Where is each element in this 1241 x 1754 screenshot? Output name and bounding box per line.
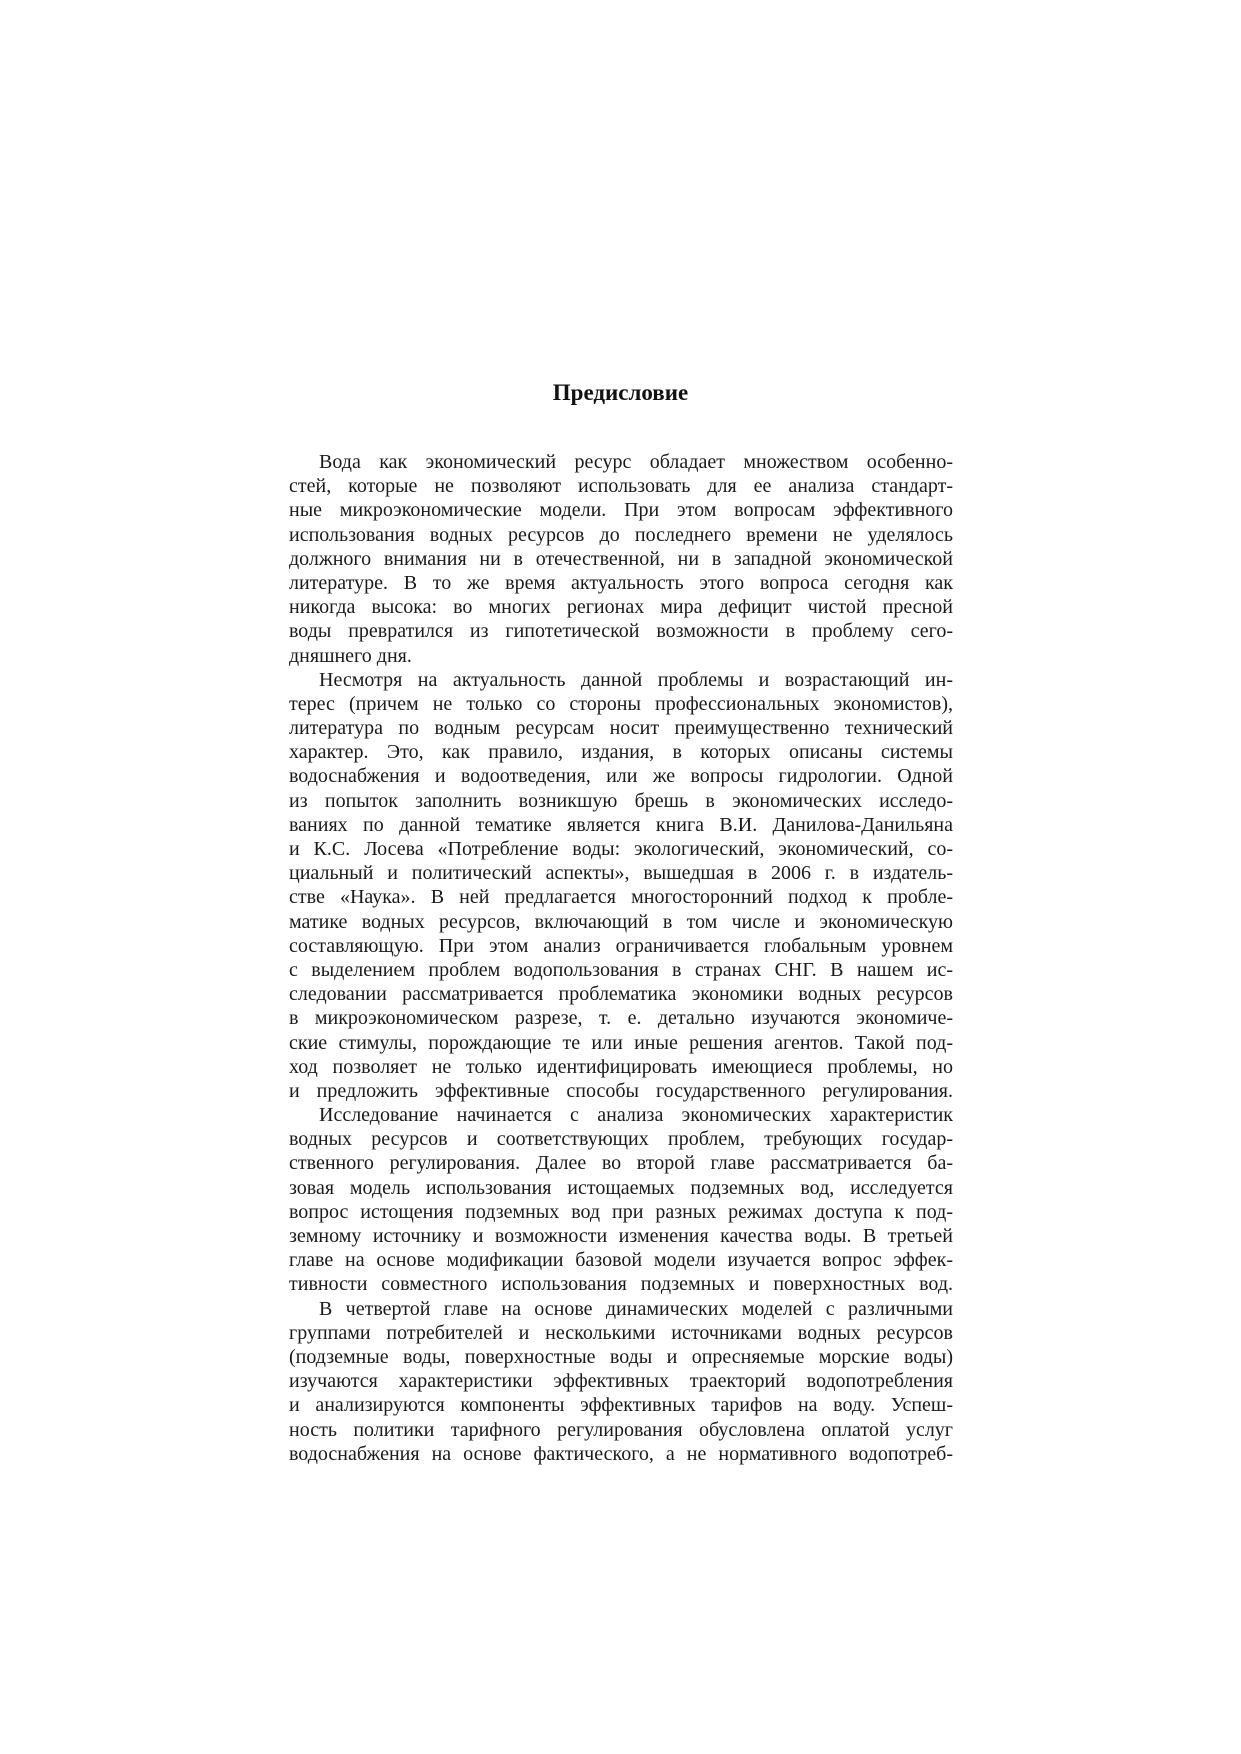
text-line: следовании рассматривается проблематика экономики водных ресурсов bbox=[289, 983, 953, 1006]
text-line: и предложить эффективные способы государственного регулирования. bbox=[289, 1079, 953, 1102]
text-line: никогда высока: во многих регионах мира дефицит чистой пресной bbox=[289, 596, 953, 619]
text-line: ские стимулы, порождающие те или иные решения агентов. Такой под- bbox=[289, 1031, 953, 1054]
text-line: ход позволяет не только идентифицировать имеющиеся проблемы, но bbox=[289, 1055, 953, 1078]
text-line: водоснабжения на основе фактического, а не нормативного водопотреб- bbox=[289, 1442, 953, 1465]
text-line: Исследование начинается с анализа экономических характеристик bbox=[319, 1104, 953, 1127]
text-line: литература по водным ресурсам носит преимущественно технический bbox=[289, 717, 953, 740]
text-line: земному источнику и возможности изменения качества воды. В третьей bbox=[289, 1225, 953, 1247]
text-line: характер. Это, как правило, издания, в которых описаны системы bbox=[289, 741, 953, 764]
text-line: и анализируются компоненты эффективных тарифов на воду. Успеш- bbox=[289, 1394, 953, 1417]
text-line: стве «Наука». В ней предлагается многосторонний подход к пробле- bbox=[289, 886, 953, 909]
text-line: с выделением проблем водопользования в странах СНГ. В нашем ис- bbox=[289, 958, 953, 981]
text-line: ваниях по данной тематике является книга В.И. Данилова-Данильяна bbox=[289, 813, 953, 836]
text-line: литературе. В то же время актуальность этого вопроса сегодня как bbox=[289, 571, 953, 594]
text-line: и К.С. Лосева «Потребление воды: экологический, экономический, со- bbox=[289, 838, 953, 860]
text-line: Несмотря на актуальность данной проблемы и возрастающий ин- bbox=[319, 668, 953, 691]
text-line: тивности совместного использования подземных и поверхностных вод. bbox=[289, 1273, 953, 1296]
text-line: составляющую. При этом анализ ограничивается глобальным уровнем bbox=[289, 934, 953, 957]
text-line: использования водных ресурсов до последнего времени не уделялось bbox=[289, 523, 953, 546]
text-line: изучаются характеристики эффективных траекторий водопотребления bbox=[289, 1370, 953, 1393]
text-line: зовая модель использования истощаемых подземных вод, исследуется bbox=[289, 1176, 953, 1199]
text-line: должного внимания ни в отечественной, ни в западной экономической bbox=[289, 547, 953, 570]
text-line: дняшнего дня. bbox=[289, 644, 412, 667]
paragraph bbox=[289, 668, 953, 1103]
text-line: (подземные воды, поверхностные воды и опресняемые морские воды) bbox=[289, 1345, 953, 1368]
text-line: В четвертой главе на основе динамических моделей с различными bbox=[319, 1297, 953, 1320]
text-line: стей, которые не позволяют использовать для ее анализа стандарт- bbox=[289, 475, 953, 498]
text-line: главе на основе модификации базовой модели изучается вопрос эффек- bbox=[289, 1249, 953, 1272]
paragraph bbox=[289, 1103, 953, 1297]
paragraph bbox=[289, 1297, 953, 1466]
text-line: терес (причем не только со стороны профессиональных экономистов), bbox=[289, 692, 953, 715]
text-line: в микроэкономическом разрезе, т. е. детально изучаются экономиче- bbox=[289, 1007, 953, 1030]
text-line: циальный и политический аспекты», вышедшая в 2006 г. в издатель- bbox=[289, 862, 953, 885]
text-line: Вода как экономический ресурс обладает множеством особенно- bbox=[319, 451, 953, 473]
text-line: ственного регулирования. Далее во второй главе рассматривается ба- bbox=[289, 1152, 953, 1175]
text-line: матике водных ресурсов, включающий в том числе и экономическую bbox=[289, 910, 953, 933]
page-title: Предисловие bbox=[552, 380, 689, 405]
text-line: водоснабжения и водоотведения, или же вопросы гидрологии. Одной bbox=[289, 765, 953, 788]
body-text bbox=[289, 450, 953, 1466]
text-line: ность политики тарифного регулирования обусловлена оплатой услуг bbox=[289, 1418, 953, 1441]
text-line: вопрос истощения подземных вод при разных режимах доступа к под- bbox=[289, 1200, 953, 1223]
paragraph bbox=[289, 450, 953, 668]
text-line: группами потребителей и несколькими источниками водных ресурсов bbox=[289, 1321, 953, 1344]
text-line: водных ресурсов и соответствующих проблем, требующих государ- bbox=[289, 1128, 953, 1151]
text-line: воды превратился из гипотетической возможности в проблему сего- bbox=[289, 620, 953, 643]
text-line: из попыток заполнить возникшую брешь в экономических исследо- bbox=[289, 789, 953, 812]
text-line: ные микроэкономические модели. При этом вопросам эффективного bbox=[289, 499, 953, 522]
